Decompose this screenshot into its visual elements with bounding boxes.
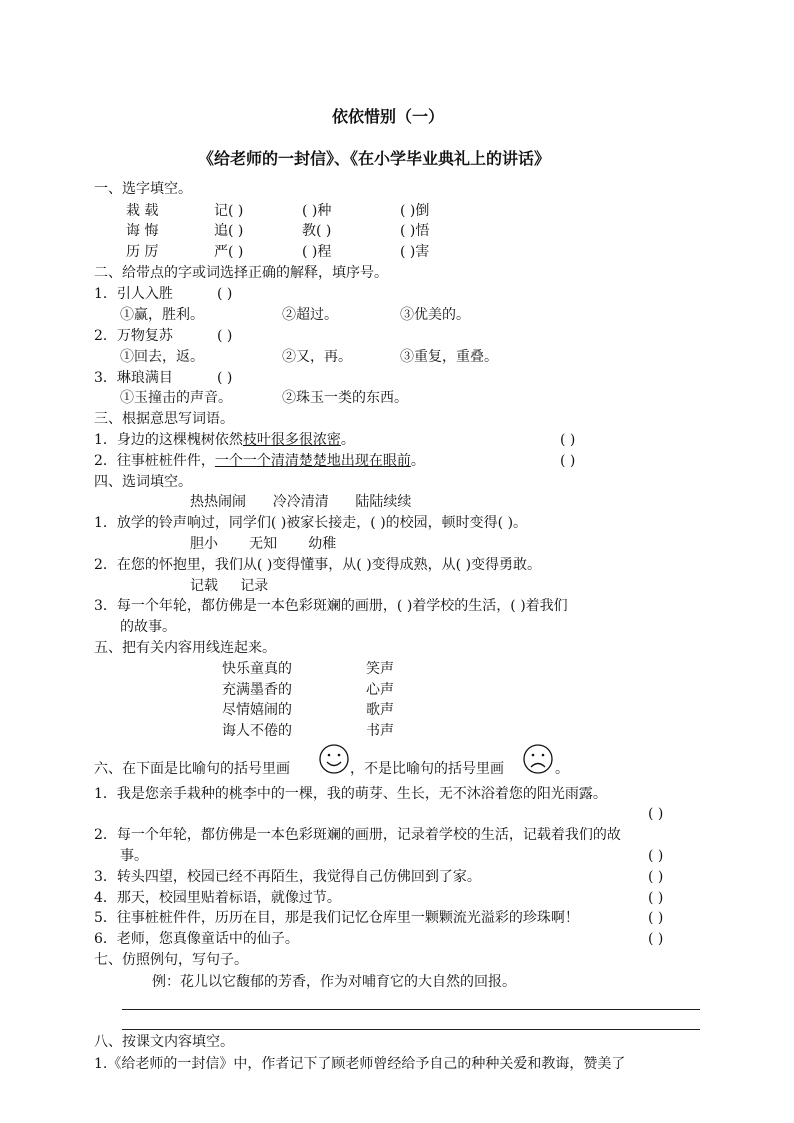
s2-q3-opt1: ①玉撞击的声音。 — [120, 390, 232, 406]
s3-q1-underlined: 枝叶很多很浓密 — [242, 432, 341, 448]
s4-q3-line2: 的故事。 — [120, 619, 176, 635]
s3-q1-end: 。 — [340, 432, 355, 448]
s1-r1-c1: 栽 载 — [126, 203, 159, 219]
s5-left-2[interactable]: 充满墨香的 — [222, 682, 292, 698]
s6-q3-answer[interactable]: ( ) — [648, 869, 664, 885]
s2-q1: 1．引人入胜 — [94, 286, 173, 302]
s1-r3-c1: 历 厉 — [126, 244, 159, 260]
s4-q2[interactable]: 2．在您的怀抱里，我们从( )变得懂事，从( )变得成熟，从( )变得勇敢。 — [94, 557, 542, 573]
s2-q1-opt2: ②超过。 — [282, 307, 338, 323]
s2-q1-opt1: ①赢，胜利。 — [120, 307, 204, 323]
s6-q5: 5．往事桩桩件件，历历在目，那是我们记忆仓库里一颗颗流光溢彩的珍珠啊！ — [94, 910, 579, 926]
s2-q3-answer[interactable]: ( ) — [217, 370, 233, 386]
s2-q3-opt2: ②珠玉一类的东西。 — [282, 390, 408, 406]
section-5-heading: 五、把有关内容用线连起来。 — [94, 640, 276, 656]
s4-q1[interactable]: 1．放学的铃声响过，同学们( )被家长接走，( )的校园，顿时变得( )。 — [94, 515, 528, 531]
s1-r1-c2[interactable]: 记( ) — [214, 203, 244, 219]
s6-q4: 4．那天，校园里贴着标语，就像过节。 — [94, 890, 341, 906]
s2-q1-opt3: ③优美的。 — [400, 307, 470, 323]
s5-right-3[interactable]: 歌声 — [366, 702, 394, 718]
smiley-face-icon — [318, 743, 350, 775]
s6-q2-answer[interactable]: ( ) — [648, 848, 664, 864]
section-1-heading: 一、选字填空。 — [94, 181, 192, 197]
s6-q4-answer[interactable]: ( ) — [648, 890, 664, 906]
s3-q1-text: 1．身边的这棵槐树依然 — [94, 432, 243, 448]
s3-q2-underlined: 一个一个清清楚楚地出现在眼前 — [214, 453, 411, 469]
s1-r3-c2[interactable]: 严( ) — [214, 244, 244, 260]
section-6-heading-a: 六、在下面是比喻句的括号里画 — [94, 761, 290, 777]
s1-r2-c1: 诲 悔 — [126, 223, 159, 239]
s4-q3-line1[interactable]: 3．每一个年轮，都仿佛是一本色彩斑斓的画册，( )着学校的生活，( )着我们 — [94, 598, 568, 614]
s5-right-4[interactable]: 书声 — [366, 723, 394, 739]
s4-word-bank-1: 热热闹闹 冷冷清清 陆陆续续 — [190, 494, 412, 510]
page-subtitle: 《给老师的一封信》、《在小学毕业典礼上的讲话》 — [198, 149, 551, 168]
s2-q2-opt1: ①回去，返。 — [120, 349, 204, 365]
section-7-heading: 七、仿照例句，写句子。 — [94, 952, 248, 968]
s6-q6-answer[interactable]: ( ) — [648, 931, 664, 947]
s2-q2-answer[interactable]: ( ) — [217, 328, 233, 344]
s7-writing-line-1[interactable] — [122, 1009, 700, 1010]
section-3-heading: 三、根据意思写词语。 — [94, 411, 234, 427]
page-title: 依依惜别（一） — [332, 107, 445, 126]
s3-q2-answer[interactable]: ( ) — [560, 453, 576, 469]
s8-q1: 1.《给老师的一封信》中，作者记下了顾老师曾经给予自己的种种关爱和教诲，赞美了 — [94, 1056, 626, 1072]
s3-q2-text: 2．往事桩桩件件， — [94, 453, 215, 469]
s5-left-1[interactable]: 快乐童真的 — [222, 661, 292, 677]
s2-q2: 2．万物复苏 — [94, 328, 173, 344]
s6-q2-line1: 2．每一个年轮，都仿佛是一本色彩斑斓的画册，记录着学校的生活，记载着我们的故 — [94, 827, 621, 843]
s4-word-bank-3: 记载 记录 — [190, 578, 269, 594]
section-8-heading: 八、按课文内容填空。 — [94, 1034, 234, 1050]
s2-q2-opt2: ②又，再。 — [282, 349, 352, 365]
s6-q5-answer[interactable]: ( ) — [648, 910, 664, 926]
s2-q2-opt3: ③重复，重叠。 — [400, 349, 498, 365]
s1-r1-c4[interactable]: ( )倒 — [400, 203, 430, 219]
s7-writing-line-2[interactable] — [122, 1029, 700, 1030]
section-4-heading: 四、选词填空。 — [94, 474, 192, 490]
frowning-face-icon — [522, 743, 554, 775]
section-2-heading: 二、给带点的字或词选择正确的解释，填序号。 — [94, 265, 388, 281]
s6-q1: 1．我是您亲手栽种的桃李中的一棵，我的萌芽、生长，无不沐浴着您的阳光雨露。 — [94, 786, 607, 802]
s6-q1-answer[interactable]: ( ) — [648, 806, 664, 822]
section-6-heading-end: 。 — [555, 761, 569, 777]
s5-right-1[interactable]: 笑声 — [366, 661, 394, 677]
s3-q2-end: 。 — [410, 453, 425, 469]
s5-right-2[interactable]: 心声 — [366, 682, 394, 698]
s5-left-4[interactable]: 诲人不倦的 — [222, 723, 292, 739]
s1-r1-c3[interactable]: ( )种 — [302, 203, 332, 219]
s2-q1-answer[interactable]: ( ) — [217, 286, 233, 302]
s5-left-3[interactable]: 尽情嬉闹的 — [222, 702, 292, 718]
s7-example: 例：花儿以它馥郁的芳香，作为对哺育它的大自然的回报。 — [152, 974, 516, 990]
s3-q2 — [94, 453, 425, 469]
s4-word-bank-2: 胆小 无知 幼稚 — [190, 536, 337, 552]
s1-r2-c4[interactable]: ( )悟 — [400, 223, 430, 239]
s1-r3-c3[interactable]: ( )程 — [302, 244, 332, 260]
s3-q1-answer[interactable]: ( ) — [560, 432, 576, 448]
s3-q1 — [94, 432, 355, 448]
s1-r2-c3[interactable]: 教( ) — [302, 223, 332, 239]
s1-r2-c2[interactable]: 追( ) — [214, 223, 244, 239]
s6-q6: 6．老师，您真像童话中的仙子。 — [94, 931, 299, 947]
s6-q3: 3．转头四望，校园已经不再陌生，我觉得自己仿佛回到了家。 — [94, 869, 481, 885]
s1-r3-c4[interactable]: ( )害 — [400, 244, 430, 260]
s6-q2-line2: 事。 — [120, 848, 148, 864]
s2-q3: 3．琳琅满目 — [94, 370, 173, 386]
section-6-heading-b: ，不是比喻句的括号里画 — [350, 761, 504, 777]
